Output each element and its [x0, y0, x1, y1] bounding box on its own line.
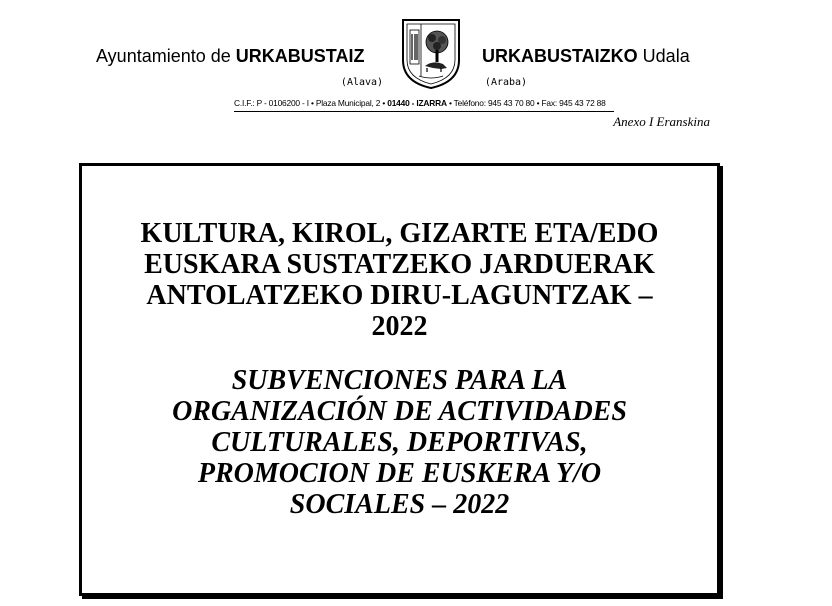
title-spanish-line: CULTURALES, DEPORTIVAS, — [211, 427, 588, 458]
municipal-coat-of-arms-icon — [397, 16, 465, 90]
header-divider — [234, 111, 614, 112]
title-spanish-line: SOCIALES – 2022 — [289, 489, 510, 520]
header-right — [482, 46, 722, 70]
title-spanish-line: ORGANIZACIÓN DE ACTIVIDADES — [172, 396, 627, 427]
title-basque-line: ANTOLATZEKO DIRU-LAGUNTZAK – — [146, 280, 653, 311]
header-left-name: URKABUSTAIZ — [235, 46, 365, 66]
title-basque-line: EUSKARA SUSTATZEKO JARDUERAK — [144, 249, 655, 280]
title-basque — [79, 218, 720, 342]
title-spanish-line: SUBVENCIONES PARA LA — [231, 365, 568, 396]
address-line: C.I.F.: P - 0106200 - I • Plaza Municipal, 2 • 01440 - IZARRA • Teléfono: 945 43 70 80 • Fax: 945 43 72 88 — [234, 98, 606, 108]
header-right-name: URKABUSTAIZKO — [482, 46, 638, 66]
address-postal: 01440 - IZARRA — [387, 98, 447, 108]
address-fax: Fax: 945 43 72 88 — [541, 98, 606, 108]
header-left-prefix: Ayuntamiento de — [96, 46, 231, 66]
header-right-suffix: Udala — [642, 46, 690, 66]
title-spanish-line: PROMOCION DE EUSKERA Y/O — [197, 458, 602, 489]
address-phone: Teléfono: 945 43 70 80 — [453, 98, 535, 108]
header-right-province: (Araba) — [484, 77, 528, 88]
address-street: Plaza Municipal, 2 — [315, 98, 381, 108]
annex-label: Anexo I Eranskina — [613, 114, 710, 129]
address-cif: C.I.F.: P - 0106200 - I — [234, 98, 309, 108]
title-spanish — [79, 365, 720, 520]
header-left — [96, 46, 396, 70]
title-basque-line: KULTURA, KIROL, GIZARTE ETA/EDO — [140, 218, 659, 249]
title-basque-line: 2022 — [371, 311, 428, 342]
header-left-province: (Alava) — [340, 77, 384, 88]
